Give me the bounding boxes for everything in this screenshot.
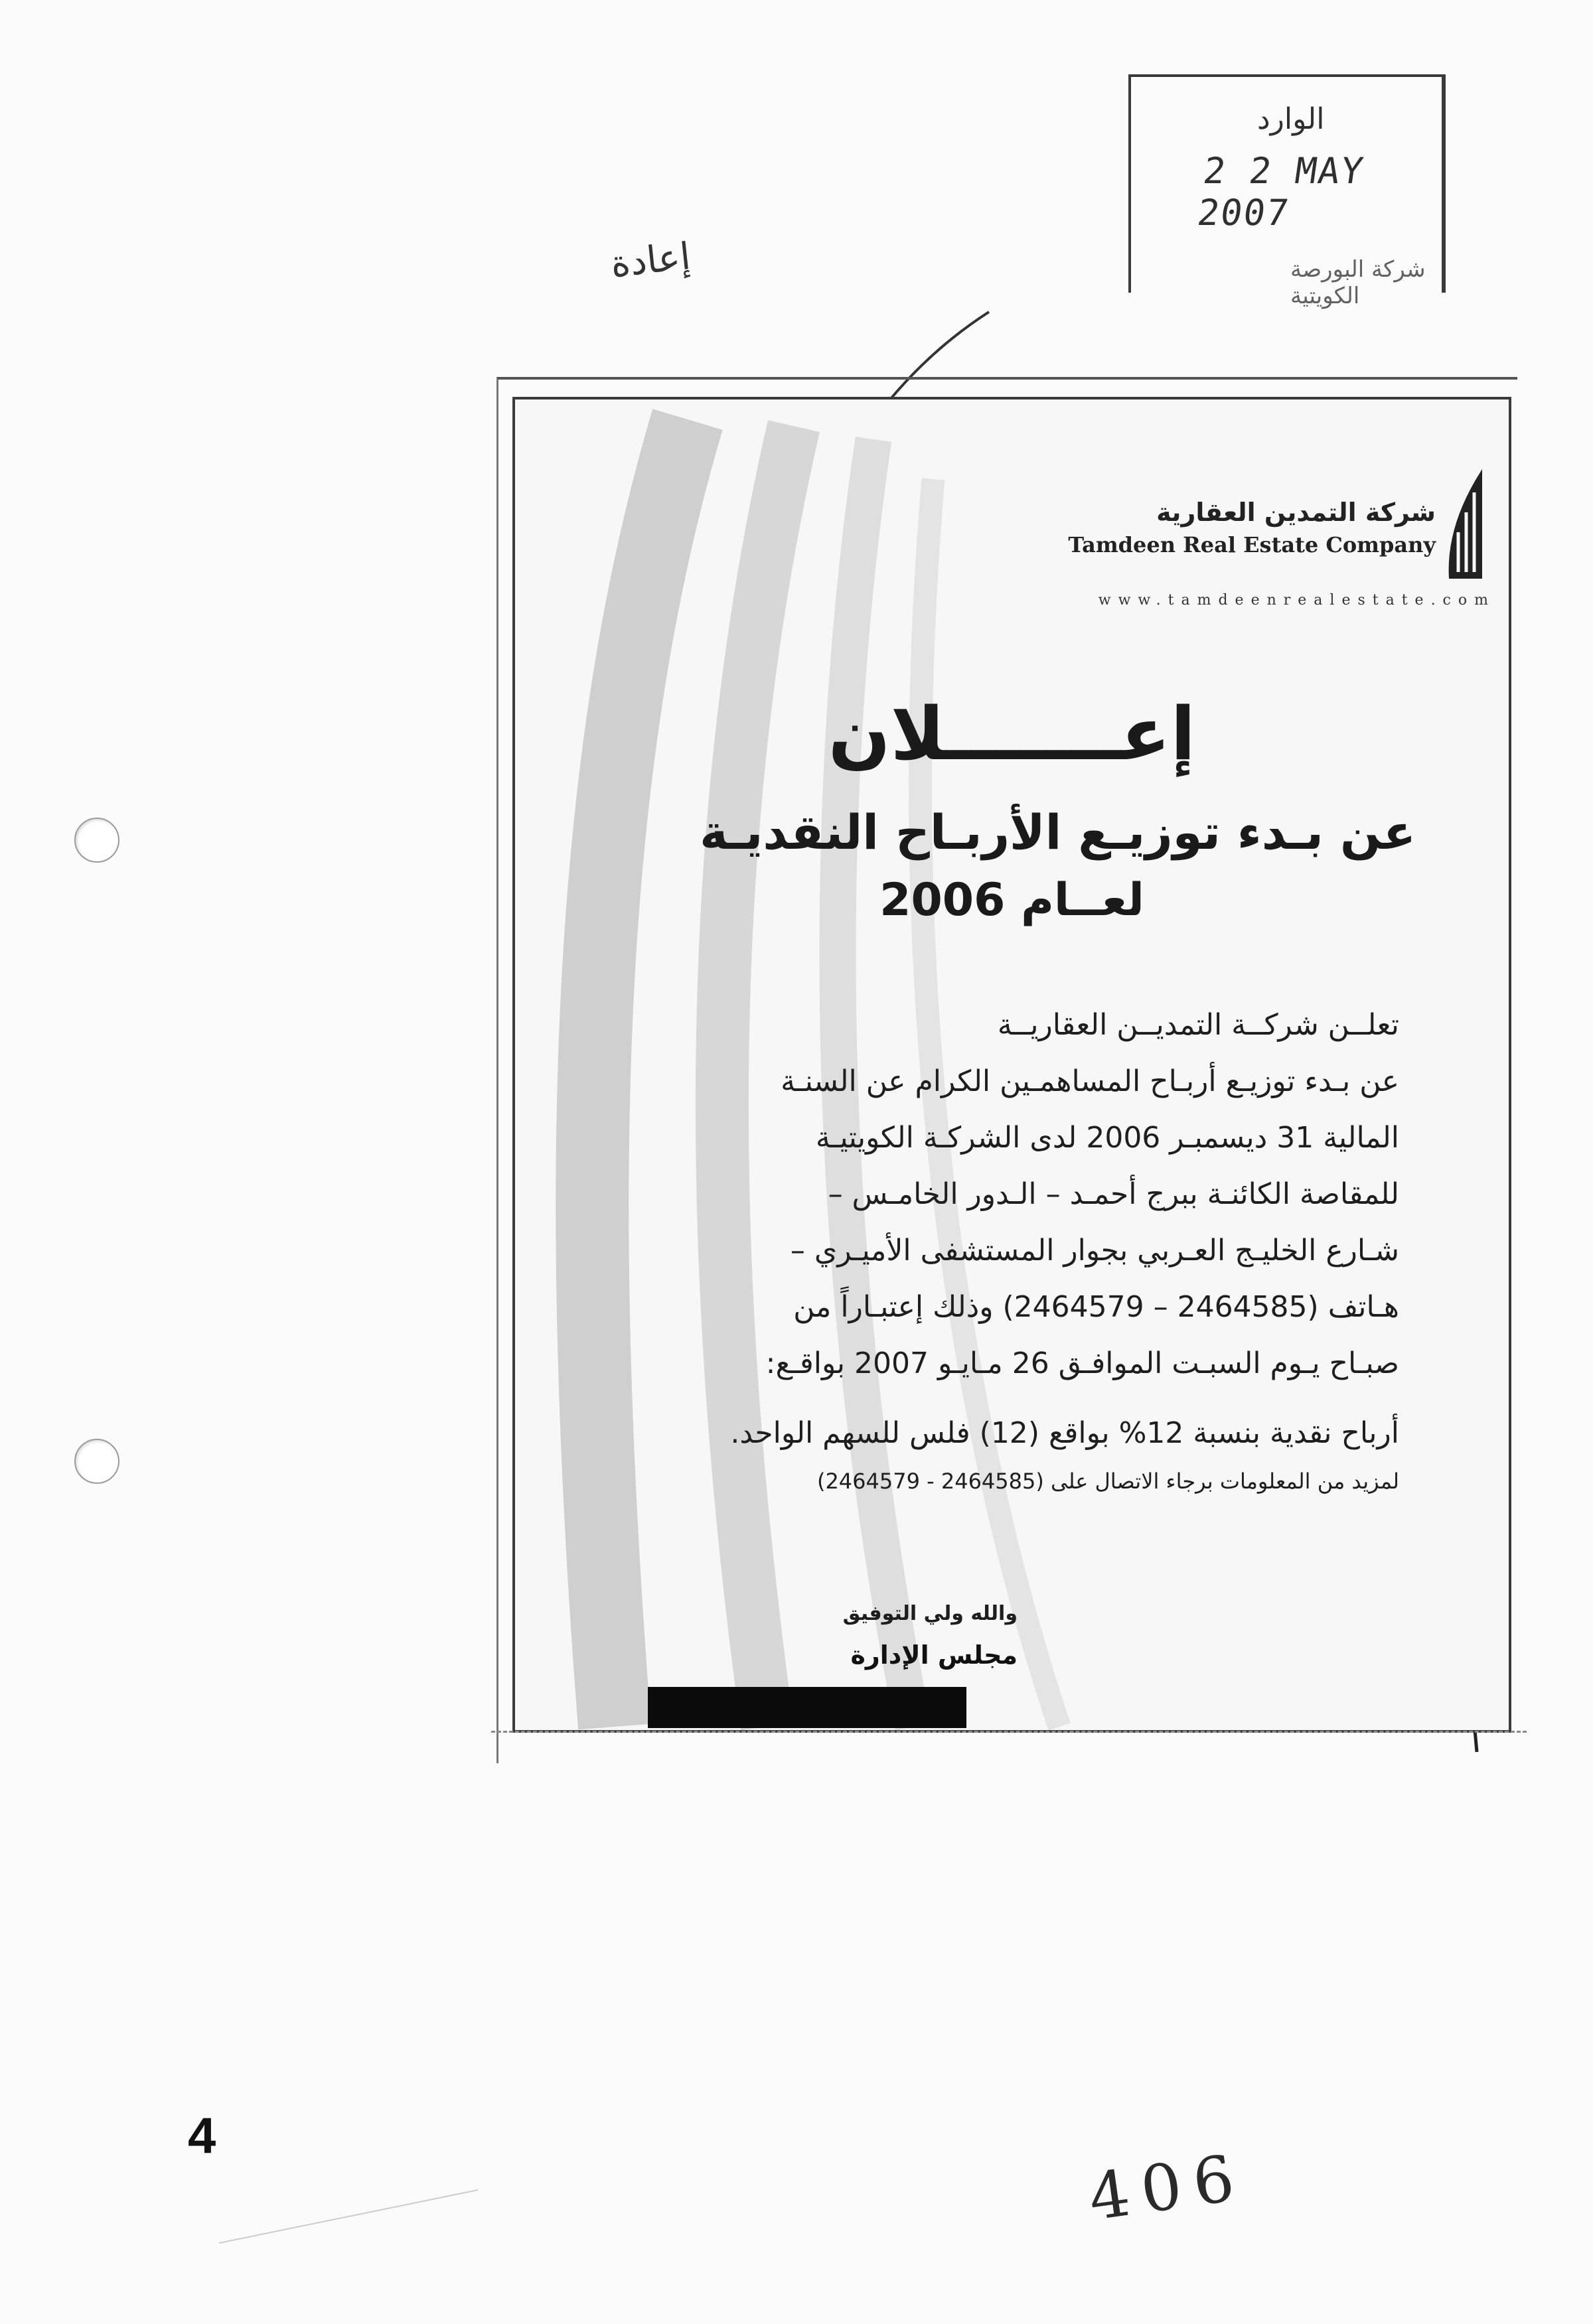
body-line: شـارع الخليـج العـربي بجوار المستشفى الأميـري –: [790, 1234, 1399, 1268]
body-line: لمزيد من المعلومات برجاء الاتصال على (2464585 - 2464579): [816, 1469, 1399, 1494]
page-number: 4: [188, 2108, 216, 2164]
body-line: صبـاح يـوم السبـت الموافـق 26 مـايـو 2007 بواقـع:: [765, 1346, 1399, 1380]
stamp-organization: شركة البورصة الكويتية: [1290, 256, 1426, 309]
handwritten-number: 406: [1084, 2140, 1251, 2235]
ad-subtitle-year: لعــام 2006: [879, 874, 1144, 926]
body-line: للمقاصة الكائنـة ببرج أحمـد – الـدور الخامـس –: [828, 1177, 1399, 1211]
stamp-label: الوارد: [1257, 102, 1325, 136]
closing-phrase: والله ولي التوفيق: [842, 1602, 1018, 1625]
body-line: أرباح نقدية بنسبة 12% بواقع (12) فلس للسهم الواحد.: [730, 1416, 1399, 1450]
redaction-bar: [648, 1687, 966, 1728]
company-name-arabic: شركة التمدين العقارية: [1156, 498, 1436, 527]
signatory: مجلس الإدارة: [850, 1640, 1018, 1670]
ad-body: [696, 997, 1399, 1501]
announcement-ad: [512, 397, 1511, 1733]
body-line: تعلــن شركــة التمديــن العقاريــة: [997, 1008, 1399, 1042]
body-line: عن بـدء توزيـع أربـاح المساهمـين الكرام عن السنـة: [781, 1064, 1399, 1098]
tamdeen-logo-icon: [1442, 466, 1489, 582]
ad-bottom-strip: [491, 1731, 1527, 1759]
company-name-english: Tamdeen Real Estate Company: [1068, 532, 1436, 557]
body-line: المالية 31 ديسمبـر 2006 لدى الشركـة الكويتيـة: [815, 1121, 1399, 1155]
ad-title: إعـــــــلان: [828, 691, 1196, 776]
body-line: هـاتف (2464585 – 2464579) وذلك إعتبـاراً من: [793, 1290, 1399, 1324]
stamp-date: 2 2 MAY 2007: [1195, 150, 1367, 234]
ad-subtitle: عن بـدء توزيـع الأربـاح النقديـة: [700, 804, 1416, 860]
company-website: www.tamdeenrealestate.com: [1098, 592, 1495, 609]
handwritten-note: إعادة: [608, 234, 693, 287]
